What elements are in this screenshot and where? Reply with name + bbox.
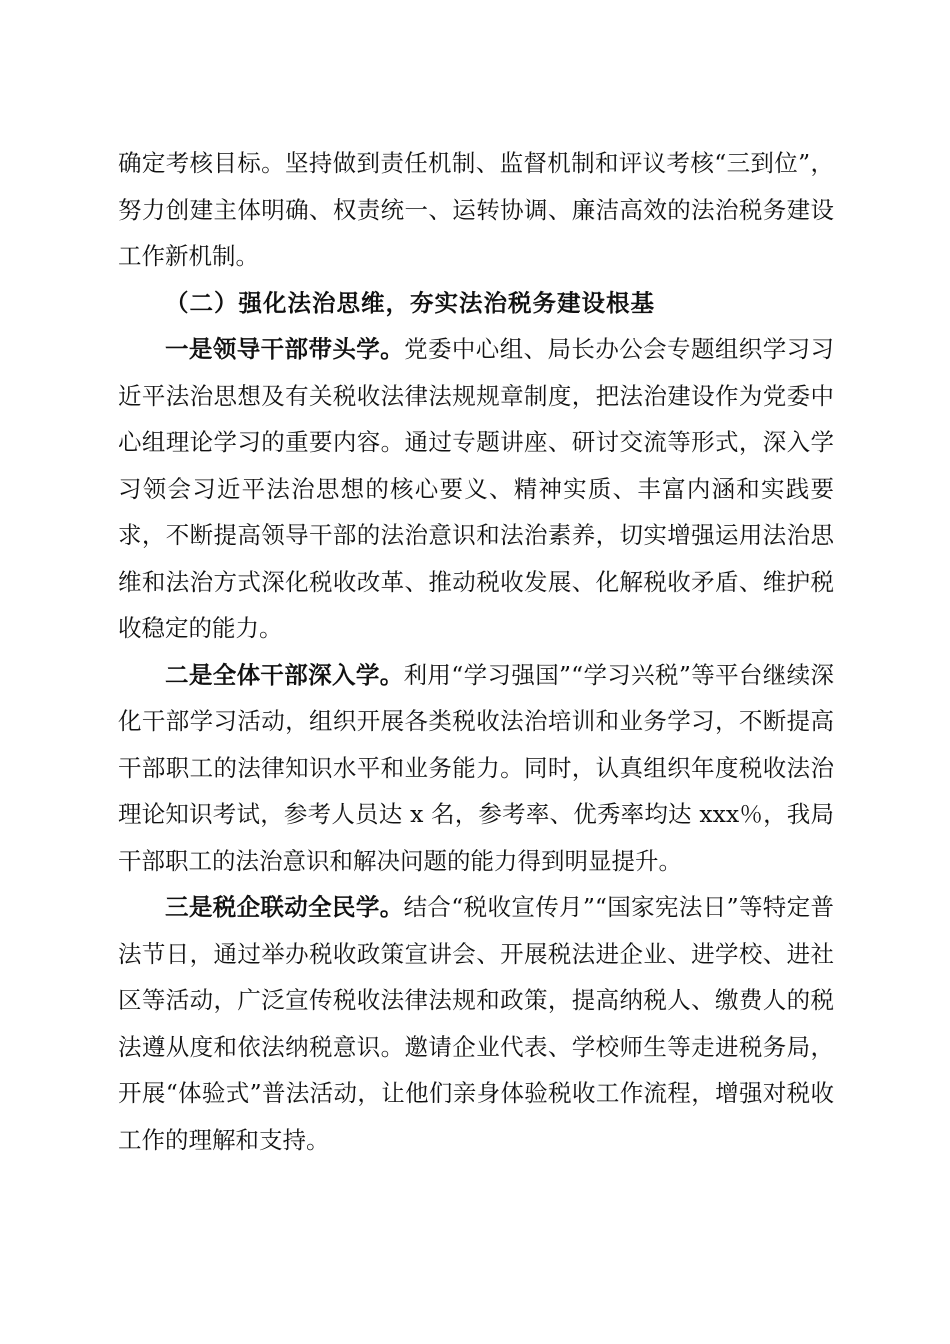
paragraph-text: 党委中心组、局长办公会专题组织学习习近平法治思想及有关税收法律法规规章制度，把法治建设作为党委中心组理论学习的重要内容。通过专题讲座、研讨交流等形式，深入学习领会习近平法治思想的核心要义、精神实质、丰富内涵和实践要求，不断提高领导干部的法治意识和法治素养，切实增强运用法治思维和法治方式深化税收改革、推动税收发展、化解税收矛盾、维护税收稳定的能力。 — [118, 335, 835, 642]
paragraph-leadership-study — [118, 326, 834, 652]
paragraph-all-staff-study — [118, 652, 834, 885]
paragraph-lead: 一是领导干部带头学。 — [165, 335, 405, 363]
paragraph-text: 结合“税收宣传月”“国家宪法日”等特定普法节日，通过举办税收政策宣讲会、开展税法进企业、进学校、进社区等活动，广泛宣传税收法律法规和政策，提高纳税人、缴费人的税法遵从度和依法纳税意识。邀请企业代表、学校师生等走进税务局，开展“体验式”普法活动，让他们亲身体验税收工作流程，增强对税收工作的理解和支持。 — [118, 893, 835, 1154]
section-heading: （二）强化法治思维，夯实法治税务建设根基 — [165, 288, 655, 317]
paragraph-text: 利用“学习强国”“学习兴税”等平台继续深化干部学习活动，组织开展各类税收法治培训和业务学习，不断提高干部职工的法律知识水平和业务能力。同时，认真组织年度税收法治理论知识考试，参考人员达 x 名，参考率、优秀率均达 xxx％，我局干部职工的法治意识和解决问题的能力得到明显提升。 — [118, 660, 835, 875]
paragraph-lead: 三是税企联动全民学。 — [165, 893, 404, 921]
paragraph-public-study — [118, 884, 834, 1163]
document-body — [118, 140, 834, 1163]
paragraph-lead: 二是全体干部深入学。 — [165, 660, 404, 689]
continuation-paragraph: 确定考核目标。坚持做到责任机制、监督机制和评议考核“三到位”，努力创建主体明确、权责统一、运转协调、廉洁高效的法治税务建设工作新机制。 — [118, 149, 834, 270]
